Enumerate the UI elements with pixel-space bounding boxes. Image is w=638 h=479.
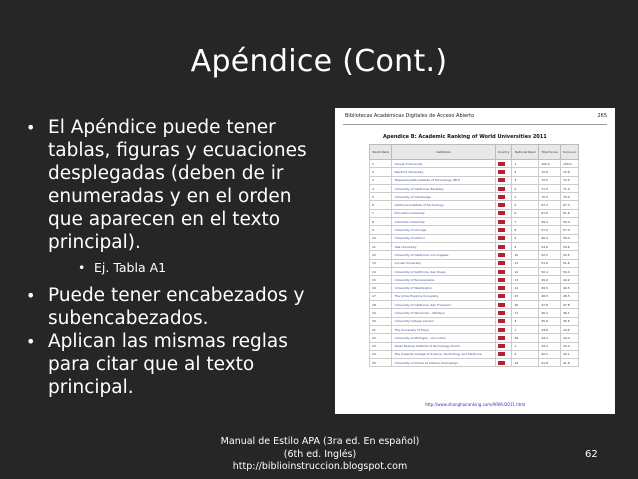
flag-icon bbox=[498, 360, 505, 365]
table-cell: 72.6 bbox=[560, 168, 578, 176]
flag-icon bbox=[498, 318, 505, 323]
flag-icon bbox=[498, 235, 505, 240]
table-cell: 72.5 bbox=[560, 176, 578, 184]
table-cell: 7 bbox=[370, 209, 392, 217]
table-cell: 61.6 bbox=[539, 209, 561, 217]
table-cell: 44.6 bbox=[539, 325, 561, 333]
table-cell: 23 bbox=[370, 342, 392, 350]
table-cell: 11 bbox=[370, 242, 392, 250]
sub-bullet-item bbox=[78, 260, 326, 276]
country-flag-icon bbox=[495, 334, 512, 342]
country-flag-icon bbox=[495, 259, 512, 267]
table-header-cell: World Rank bbox=[370, 145, 392, 160]
country-flag-icon bbox=[495, 168, 512, 176]
table-cell: 52.5 bbox=[539, 251, 561, 259]
table-row bbox=[370, 325, 579, 333]
country-flag-icon bbox=[495, 309, 512, 317]
table-cell: 17 bbox=[370, 292, 392, 300]
table-cell: University of California, San Francisco bbox=[392, 301, 495, 309]
country-flag-icon bbox=[495, 234, 512, 242]
table-cell: 71.9 bbox=[539, 184, 561, 192]
table-cell: 42.1 bbox=[560, 350, 578, 358]
table-cell: Stanford University bbox=[392, 168, 495, 176]
slide-number: 62 bbox=[585, 449, 598, 460]
country-flag-icon bbox=[495, 226, 512, 234]
country-flag-icon bbox=[495, 359, 512, 367]
table-cell: 47.8 bbox=[539, 301, 561, 309]
table-body bbox=[370, 160, 579, 367]
table-cell: 70.0 bbox=[539, 193, 561, 201]
table-cell: 10 bbox=[370, 234, 392, 242]
country-flag-icon bbox=[495, 342, 512, 350]
table-cell: 56.4 bbox=[560, 234, 578, 242]
table-row bbox=[370, 259, 579, 267]
table-cell: 13 bbox=[512, 276, 539, 284]
table-cell: 3 bbox=[512, 317, 539, 325]
table-cell: 50.4 bbox=[560, 267, 578, 275]
document-page-number: 265 bbox=[597, 113, 607, 119]
table-cell: 7 bbox=[512, 218, 539, 226]
country-flag-icon bbox=[495, 350, 512, 358]
table-cell: University of Wisconsin - Madison bbox=[392, 309, 495, 317]
country-flag-icon bbox=[495, 242, 512, 250]
table-header-cell: Score on bbox=[560, 145, 578, 160]
table-cell: 43.2 bbox=[539, 342, 561, 350]
table-header-cell: Country bbox=[495, 145, 512, 160]
flag-icon bbox=[498, 186, 505, 191]
table-cell: 54.6 bbox=[560, 242, 578, 250]
country-flag-icon bbox=[495, 325, 512, 333]
table-row bbox=[370, 218, 579, 226]
table-header-cell: Institution bbox=[392, 145, 495, 160]
table-cell: University of Washington bbox=[392, 284, 495, 292]
table-row bbox=[370, 317, 579, 325]
bullet-list bbox=[26, 116, 326, 399]
table-cell: Cornell University bbox=[392, 259, 495, 267]
flag-icon bbox=[498, 335, 505, 340]
table-cell: 49.9 bbox=[539, 276, 561, 284]
table-cell: 71.9 bbox=[560, 184, 578, 192]
country-flag-icon bbox=[495, 218, 512, 226]
table-cell: 67.3 bbox=[539, 201, 561, 209]
table-cell: 61.6 bbox=[560, 209, 578, 217]
country-flag-icon bbox=[495, 201, 512, 209]
table-cell: University of Cambridge bbox=[392, 193, 495, 201]
table-cell: 25 bbox=[370, 359, 392, 367]
table-cell: 44.6 bbox=[560, 325, 578, 333]
table-cell: 21 bbox=[370, 325, 392, 333]
bullet-icon: • bbox=[78, 260, 86, 275]
table-cell: 1 bbox=[512, 160, 539, 168]
table-cell: 5 bbox=[512, 201, 539, 209]
flag-icon bbox=[498, 293, 505, 298]
flag-icon bbox=[498, 302, 505, 307]
table-header-cell: National Rank bbox=[512, 145, 539, 160]
flag-icon bbox=[498, 227, 505, 232]
table-cell: 18 bbox=[512, 334, 539, 342]
table-row bbox=[370, 301, 579, 309]
table-cell: 100.0 bbox=[539, 160, 561, 168]
table-cell: 19 bbox=[512, 359, 539, 367]
flag-icon bbox=[498, 327, 505, 332]
document-header bbox=[345, 113, 607, 119]
table-cell: 70.0 bbox=[560, 193, 578, 201]
bullet-text: El Apéndice puede tener tablas, figuras y ecuaciones desplegadas (deben de ir enumeradas y en el orden que aparecen en el texto principal). bbox=[48, 117, 307, 253]
table-row bbox=[370, 359, 579, 367]
table-cell: Harvard University bbox=[392, 160, 495, 168]
country-flag-icon bbox=[495, 184, 512, 192]
country-flag-icon bbox=[495, 193, 512, 201]
table-row bbox=[370, 267, 579, 275]
table-header-cell: Total Score bbox=[539, 145, 561, 160]
sub-bullet-text: Ej. Tabla A1 bbox=[94, 260, 167, 275]
table-cell: 18 bbox=[370, 301, 392, 309]
table-cell: University of California, Berkeley bbox=[392, 184, 495, 192]
table-row bbox=[370, 209, 579, 217]
table-cell: 41.8 bbox=[539, 359, 561, 367]
table-cell: 13 bbox=[370, 259, 392, 267]
table-cell: 59.4 bbox=[539, 218, 561, 226]
table-cell: 46.1 bbox=[539, 309, 561, 317]
table-cell: 44.4 bbox=[539, 334, 561, 342]
table-row bbox=[370, 251, 579, 259]
table-cell: University of California, Los Angeles bbox=[392, 251, 495, 259]
table-row bbox=[370, 292, 579, 300]
table-cell: 19 bbox=[370, 309, 392, 317]
flag-icon bbox=[498, 252, 505, 257]
table-cell: 50.4 bbox=[539, 267, 561, 275]
table-cell: 45.6 bbox=[560, 317, 578, 325]
bullet-icon: • bbox=[26, 286, 36, 305]
table-cell: 2 bbox=[512, 168, 539, 176]
table-cell: 11 bbox=[512, 259, 539, 267]
table-cell: Swiss Federal Institute of Technology Zurich bbox=[392, 342, 495, 350]
flag-icon bbox=[498, 219, 505, 224]
country-flag-icon bbox=[495, 276, 512, 284]
table-cell: 49.9 bbox=[560, 276, 578, 284]
slide-title: Apéndice (Cont.) bbox=[190, 44, 448, 79]
table-cell: 3 bbox=[512, 176, 539, 184]
table-cell: California Institute of Technology bbox=[392, 201, 495, 209]
table-row bbox=[370, 309, 579, 317]
flag-icon bbox=[498, 244, 505, 249]
table-cell: 72.6 bbox=[539, 168, 561, 176]
table-cell: 1 bbox=[370, 160, 392, 168]
table-cell: 51.6 bbox=[539, 259, 561, 267]
country-flag-icon bbox=[495, 267, 512, 275]
table-cell: University of Chicago bbox=[392, 226, 495, 234]
table-cell: 10 bbox=[512, 251, 539, 259]
table-cell: 49.5 bbox=[539, 284, 561, 292]
ranking-table bbox=[369, 144, 579, 367]
table-cell: 100.0 bbox=[560, 160, 578, 168]
flag-icon bbox=[498, 194, 505, 199]
table-cell: University of Michigan - Ann Arbor bbox=[392, 334, 495, 342]
table-cell: 43.2 bbox=[560, 342, 578, 350]
table-cell: 52.5 bbox=[560, 251, 578, 259]
table-cell: 6 bbox=[512, 209, 539, 217]
bullet-icon: • bbox=[26, 118, 36, 137]
table-cell: 5 bbox=[370, 193, 392, 201]
table-cell: 67.3 bbox=[560, 201, 578, 209]
table-cell: 42.1 bbox=[539, 350, 561, 358]
footer-line: (6th ed. Inglés) bbox=[283, 448, 357, 460]
table-cell: 46.1 bbox=[560, 309, 578, 317]
table-cell: 20 bbox=[370, 317, 392, 325]
flag-icon bbox=[498, 161, 505, 166]
country-flag-icon bbox=[495, 284, 512, 292]
table-cell: 1 bbox=[512, 325, 539, 333]
table-cell: 17 bbox=[512, 309, 539, 317]
table-cell: 8 bbox=[512, 226, 539, 234]
bullet-item bbox=[26, 116, 326, 254]
flag-icon bbox=[498, 269, 505, 274]
table-row bbox=[370, 176, 579, 184]
table-cell: 1 bbox=[512, 193, 539, 201]
table-cell: 2 bbox=[512, 234, 539, 242]
flag-icon bbox=[498, 310, 505, 315]
table-cell: The Imperial College of Science, Technology and Medicine bbox=[392, 350, 495, 358]
footer-url: http://biblioinstruccion.blogspot.com bbox=[232, 461, 408, 472]
table-cell: 48.5 bbox=[539, 292, 561, 300]
bullet-item bbox=[26, 284, 326, 330]
table-cell: 4 bbox=[512, 184, 539, 192]
country-flag-icon bbox=[495, 176, 512, 184]
table-cell: Massachusetts Institute of Technology (MIT) bbox=[392, 176, 495, 184]
table-cell: 15 bbox=[512, 292, 539, 300]
table-cell: 12 bbox=[512, 267, 539, 275]
table-row bbox=[370, 342, 579, 350]
table-cell: 2 bbox=[370, 168, 392, 176]
table-cell: 14 bbox=[370, 267, 392, 275]
table-cell: 45.6 bbox=[539, 317, 561, 325]
bullet-text: Puede tener encabezados y subencabezados. bbox=[48, 285, 305, 329]
table-row bbox=[370, 276, 579, 284]
table-row bbox=[370, 226, 579, 234]
table-row bbox=[370, 160, 579, 168]
flag-icon bbox=[498, 285, 505, 290]
table-cell: University of Pennsylvania bbox=[392, 276, 495, 284]
table-cell: 15 bbox=[370, 276, 392, 284]
table-cell: Yale University bbox=[392, 242, 495, 250]
country-flag-icon bbox=[495, 317, 512, 325]
table-cell: 47.8 bbox=[560, 301, 578, 309]
bullet-item bbox=[26, 330, 326, 399]
table-cell: Princeton University bbox=[392, 209, 495, 217]
country-flag-icon bbox=[495, 160, 512, 168]
table-cell: The University of Tokyo bbox=[392, 325, 495, 333]
country-flag-icon bbox=[495, 292, 512, 300]
table-cell: 16 bbox=[512, 301, 539, 309]
table-row bbox=[370, 193, 579, 201]
table-cell: 3 bbox=[370, 176, 392, 184]
table-cell: 4 bbox=[370, 184, 392, 192]
table-cell: 8 bbox=[370, 218, 392, 226]
table-cell: 49.5 bbox=[560, 284, 578, 292]
flag-icon bbox=[498, 177, 505, 182]
document-header-title: Bibliotecas Académicas Digitales de Acceso Abierto bbox=[345, 113, 475, 119]
table-row bbox=[370, 350, 579, 358]
flag-icon bbox=[498, 169, 505, 174]
table-cell: 22 bbox=[370, 334, 392, 342]
flag-icon bbox=[498, 277, 505, 282]
flag-icon bbox=[498, 202, 505, 207]
table-cell: 56.4 bbox=[539, 234, 561, 242]
bullet-text: Aplican las mismas reglas para citar que al texto principal. bbox=[48, 331, 288, 398]
flag-icon bbox=[498, 351, 505, 356]
slide-footer bbox=[200, 436, 440, 474]
footer-line: Manual de Estilo APA (3ra ed. En español) bbox=[220, 436, 420, 447]
table-cell: University of California, San Diego bbox=[392, 267, 495, 275]
bullet-icon: • bbox=[26, 332, 36, 351]
table-row bbox=[370, 334, 579, 342]
table-cell: 51.6 bbox=[560, 259, 578, 267]
table-cell: 54.6 bbox=[539, 242, 561, 250]
table-row bbox=[370, 234, 579, 242]
table-row bbox=[370, 184, 579, 192]
table-cell: 4 bbox=[512, 350, 539, 358]
table-cell: University of Oxford bbox=[392, 234, 495, 242]
table-cell: 57.0 bbox=[539, 226, 561, 234]
table-cell: 57.0 bbox=[560, 226, 578, 234]
table-cell: 12 bbox=[370, 251, 392, 259]
table-cell: 44.4 bbox=[560, 334, 578, 342]
table-cell: 9 bbox=[512, 242, 539, 250]
table-row bbox=[370, 201, 579, 209]
table-cell: University of Illinois at Urbana-Champaign bbox=[392, 359, 495, 367]
table-cell: Columbia University bbox=[392, 218, 495, 226]
country-flag-icon bbox=[495, 209, 512, 217]
source-link[interactable]: http://www.shanghairanking.com/ARWU2011.html bbox=[425, 402, 526, 407]
country-flag-icon bbox=[495, 301, 512, 309]
table-cell: 48.5 bbox=[560, 292, 578, 300]
table-cell: The Johns Hopkins University bbox=[392, 292, 495, 300]
flag-icon bbox=[498, 210, 505, 215]
table-row bbox=[370, 168, 579, 176]
flag-icon bbox=[498, 260, 505, 265]
table-row bbox=[370, 284, 579, 292]
table-cell: 72.5 bbox=[539, 176, 561, 184]
table-row bbox=[370, 242, 579, 250]
table-cell: 41.8 bbox=[560, 359, 578, 367]
table-header-row bbox=[370, 145, 579, 160]
table-cell: 16 bbox=[370, 284, 392, 292]
table-cell: 59.4 bbox=[560, 218, 578, 226]
table-cell: 9 bbox=[370, 226, 392, 234]
appendix-document-image bbox=[335, 108, 615, 414]
table-cell: 24 bbox=[370, 350, 392, 358]
flag-icon bbox=[498, 343, 505, 348]
country-flag-icon bbox=[495, 251, 512, 259]
table-cell: 1 bbox=[512, 342, 539, 350]
table-cell: 6 bbox=[370, 201, 392, 209]
table-cell: 14 bbox=[512, 284, 539, 292]
document-caption: Apendice B: Academic Ranking of World Universities 2011 bbox=[383, 134, 547, 140]
table-cell: University College London bbox=[392, 317, 495, 325]
document-rule bbox=[343, 124, 607, 125]
